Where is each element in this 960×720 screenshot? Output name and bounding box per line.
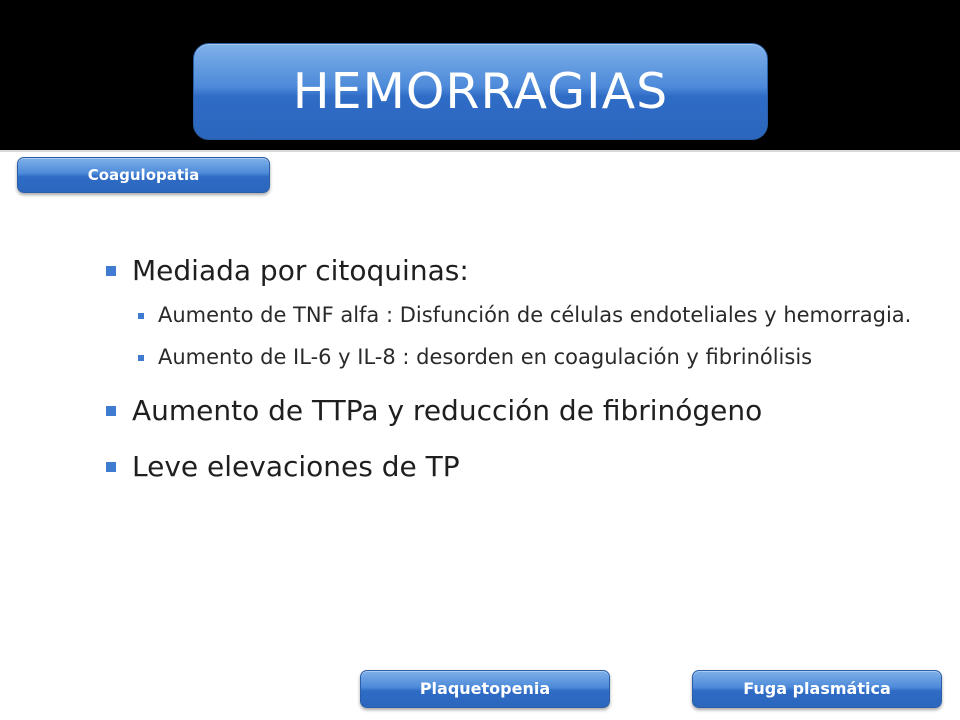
sub-bullet-text: Aumento de TNF alfa : Disfunción de células endoteliales y hemorragia. xyxy=(158,303,912,327)
bullet-item xyxy=(104,252,924,290)
sub-bullet-item xyxy=(136,342,924,373)
sub-bullet-text: Aumento de IL-6 y IL-8 : desorden en coagulación y fibrinólisis xyxy=(158,345,813,369)
bullet-item xyxy=(104,448,924,486)
bullet-text: Leve elevaciones de TP xyxy=(132,450,460,483)
square-bullet-icon xyxy=(138,355,144,361)
bullet-text: Aumento de TTPa y reducción de fibrinógeno xyxy=(132,394,763,427)
bullet-text: Mediada por citoquinas: xyxy=(132,254,469,287)
slide-title: HEMORRAGIAS xyxy=(193,43,768,140)
plaquetopenia-button[interactable]: Plaquetopenia xyxy=(360,670,610,708)
sub-bullet-item xyxy=(136,300,924,331)
header-separator xyxy=(0,150,960,152)
square-bullet-icon xyxy=(106,462,116,472)
coagulopatia-button[interactable]: Coagulopatia xyxy=(17,157,270,193)
fuga-plasmatica-button[interactable]: Fuga plasmática xyxy=(692,670,942,708)
square-bullet-icon xyxy=(138,313,144,319)
square-bullet-icon xyxy=(106,266,116,276)
square-bullet-icon xyxy=(106,406,116,416)
bullet-list xyxy=(104,252,924,486)
bullet-item xyxy=(104,392,924,430)
